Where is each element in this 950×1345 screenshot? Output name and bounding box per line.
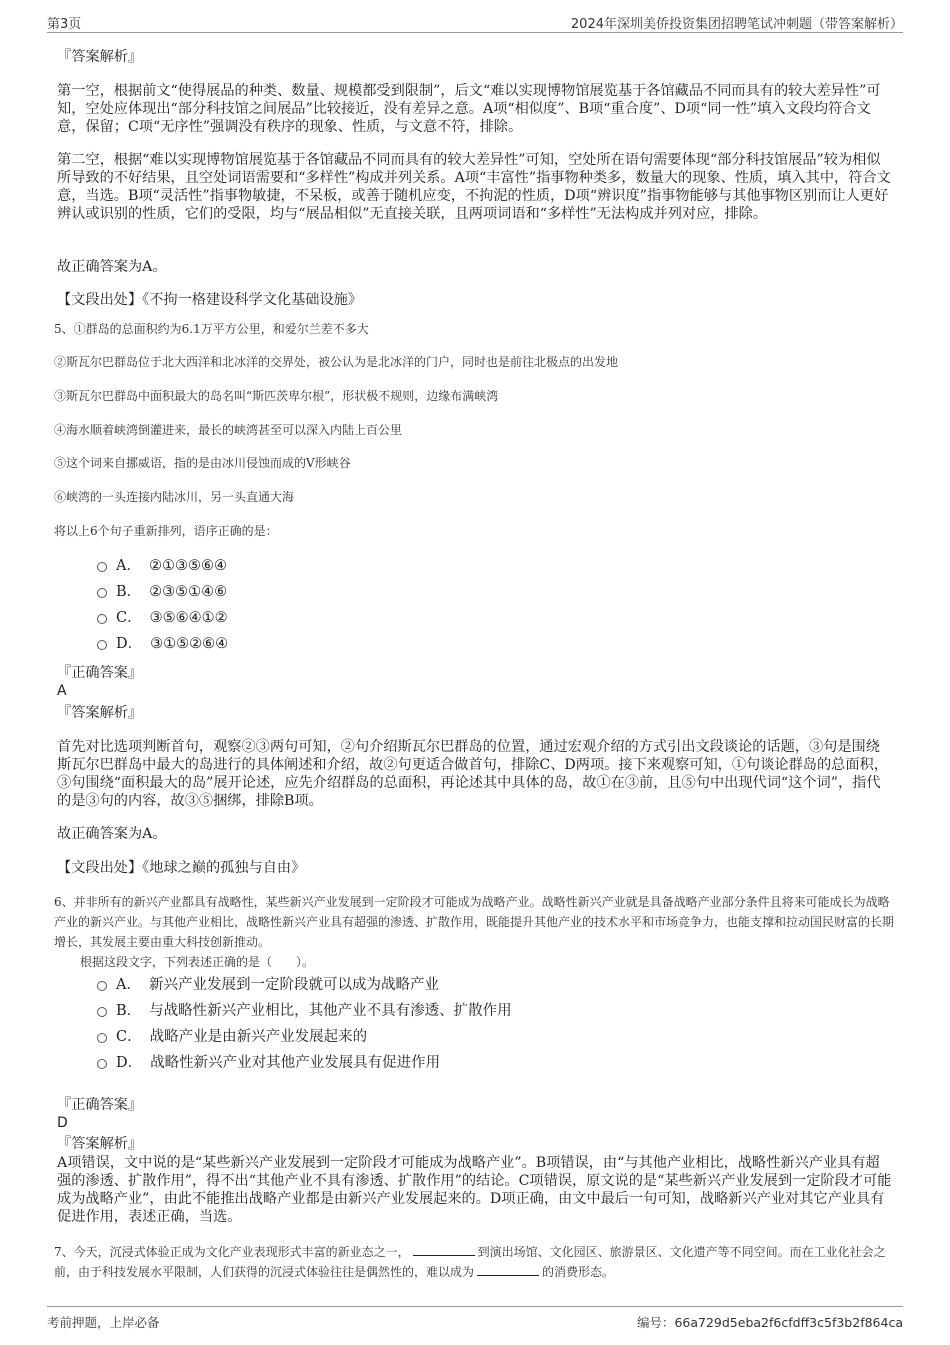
q5-analysis-label: 『答案解析』: [57, 705, 143, 721]
q6-answer-label: 『正确答案』: [57, 1097, 143, 1113]
document-title: 2024年深圳美侨投资集团招聘笔试冲刺题（带答案解析）: [570, 17, 903, 32]
page-header: [47, 10, 903, 33]
q5-answer: A: [57, 683, 67, 699]
radio-icon[interactable]: [97, 588, 107, 598]
q5-sentence-6: ⑥峡湾的一头连接内陆冰川，另一头直通大海: [54, 490, 295, 504]
q6-analysis-label: 『答案解析』: [57, 1136, 143, 1152]
q6-option-c[interactable]: C． 战略产业是由新兴产业发展起来的: [97, 1027, 367, 1047]
q5-sentence-2: ②斯瓦尔巴群岛位于北大西洋和北冰洋的交界处，被公认为是北冰洋的门户，同时也是前往北极点的出发地: [54, 355, 619, 369]
q4-analysis-para2: 第二空，根据“难以实现博物馆展览基于各馆藏品不同而具有的较大差异性”可知，空处所在语句需要体现“部分科技馆展品”较为相似所导致的不好结果，且空处词语需要和“多样性”构成并列关系。A项“丰富性”指事物种类多，数量大的现象、性质，填入其中，符合文意，当选。B项“灵活性”指事物敏捷，不呆板，或善于随机应变，不拘泥的性质，D项“辨识度”指事物能够与其他事物区别而让人更好辨认或识别的性质，它们的受限，均与“展品相似”无直接关联，且两项词语和“多样性”无法构成并列对应，排除。: [57, 152, 891, 222]
q6-analysis: A项错误，文中说的是“某些新兴产业发展到一定阶段才可能成为战略产业”。B项错误，由“与其他产业相比，战略性新兴产业具有超强的渗透、扩散作用”，得不出“其他产业不具有渗透、扩散作用”的结论。C项错误，原文说的是“某些新兴产业发展到一定阶段才可能成为战略产业”，由此不能推出战略产业都是由新兴产业发展起来的。D项正确，由文中最后一句可知，战略新兴产业对其它产业具有促进作用，表述正确，当选。: [57, 1155, 892, 1225]
q6-option-d[interactable]: D． 战略性新兴产业对其他产业发展具有促进作用: [97, 1053, 440, 1073]
q6-option-a[interactable]: A． 新兴产业发展到一定阶段就可以成为战略产业: [97, 975, 439, 995]
radio-icon[interactable]: [97, 1007, 107, 1017]
page-footer: [47, 1306, 903, 1333]
q6-option-b[interactable]: B． 与战略性新兴产业相比，其他产业不具有渗透、扩散作用: [97, 1001, 512, 1021]
radio-icon[interactable]: [97, 1033, 107, 1043]
q5-conclusion: 故正确答案为A。: [57, 826, 167, 842]
q6-stem: 6、并非所有的新兴产业都具有战略性，某些新兴产业发展到一定阶段才可能成为战略产业。战略性新兴产业就是具备战略产业部分条件且将来可能成长为战略产业的新兴产业。与其他产业相比，战略性新兴产业具有超强的渗透、扩散作用，既能提升其他产业的技术水平和市场竞争力，也能支撑和拉动国民财富的长期增长，其发展主要由重大科技创新推动。: [54, 895, 895, 949]
q4-analysis-label: 『答案解析』: [57, 49, 143, 65]
radio-icon[interactable]: [97, 640, 107, 650]
radio-icon[interactable]: [97, 1059, 107, 1069]
radio-icon[interactable]: [97, 614, 107, 624]
q7-stem: 7、今天，沉浸式体验正成为文化产业表现形式丰富的新业态之一， 到演出场馆、文化园区、旅游景区、文化遗产等不同空间。而在工业化社会之前，由于科技发展水平限制，人们获得的沉浸式体验往往是偶然性的，难以成为 的消费形态。: [54, 1245, 886, 1279]
fill-blank-2[interactable]: [477, 1264, 539, 1276]
footer-slogan: 考前押题，上岸必备: [47, 1315, 160, 1330]
q5-option-a[interactable]: A． ②①③⑤⑥④: [97, 556, 227, 576]
q5-sentence-4: ④海水顺着峡湾倒灌进来，最长的峡湾甚至可以深入内陆上百公里: [54, 423, 403, 437]
q5-option-d[interactable]: D． ③①⑤②⑥④: [97, 634, 228, 654]
q5-prompt: 将以上6个句子重新排列，语序正确的是：: [54, 524, 278, 538]
q6-answer: D: [57, 1115, 68, 1131]
q5-answer-label: 『正确答案』: [57, 665, 143, 681]
page-number: 第3页: [47, 17, 82, 32]
fill-blank-1[interactable]: [413, 1244, 475, 1256]
radio-icon[interactable]: [97, 981, 107, 991]
q5-sentence-5: ⑤这个词来自挪威语，指的是由冰川侵蚀而成的V形峡谷: [54, 456, 351, 470]
q5-option-c[interactable]: C． ③⑤⑥④①②: [97, 608, 228, 628]
radio-icon[interactable]: [97, 562, 107, 572]
q5-analysis: 首先对比选项判断首句，观察②③两句可知，②句介绍斯瓦尔巴群岛的位置，通过宏观介绍的方式引出文段谈论的话题，③句是围绕斯瓦尔巴群岛中最大的岛进行的具体阐述和介绍，故②句更适合做首句，排除C、D两项。接下来观察可知，①句谈论群岛的总面积，③句围绕“面积最大的岛”展开论述，应先介绍群岛的总面积，再论述其中具体的岛，故①在③前，且⑤句中出现代词“这个词”，指代的是③句的内容，故③⑤捆绑，排除B项。: [57, 739, 888, 809]
q6-prompt: 根据这段文字，下列表述正确的是（ ）。: [80, 955, 315, 969]
q4-analysis-para1: 第一空，根据前文“使得展品的种类、数量、规模都受到限制”，后文“难以实现博物馆展览基于各馆藏品不同而具有的较大差异性”可知，空处应体现出“部分科技馆之间展品”比较接近，没有差异之意。A项“相似度”、B项“重合度”、D项“同一性”填入文段均符合文意，保留；C项“无序性”强调没有秩序的现象、性质，与文意不符，排除。: [57, 83, 881, 135]
q5-source: 【文段出处】《地球之巅的孤独与自由》: [57, 860, 306, 876]
q4-conclusion: 故正确答案为A。: [57, 259, 167, 275]
q5-sentence-3: ③斯瓦尔巴群岛中面积最大的岛名叫“斯匹茨卑尔根”，形状极不规则，边缘布满峡湾: [54, 389, 499, 403]
q4-source: 【文段出处】《不拘一格建设科学文化基础设施》: [57, 292, 363, 308]
q5-stem: 5、①群岛的总面积约为6.1万平方公里，和爱尔兰差不多大: [54, 322, 369, 336]
document-code: 编号：66a729d5eba2f6cfdff3c5f3b2f864ca: [636, 1315, 903, 1330]
q5-option-b[interactable]: B． ②③⑤①④⑥: [97, 582, 227, 602]
